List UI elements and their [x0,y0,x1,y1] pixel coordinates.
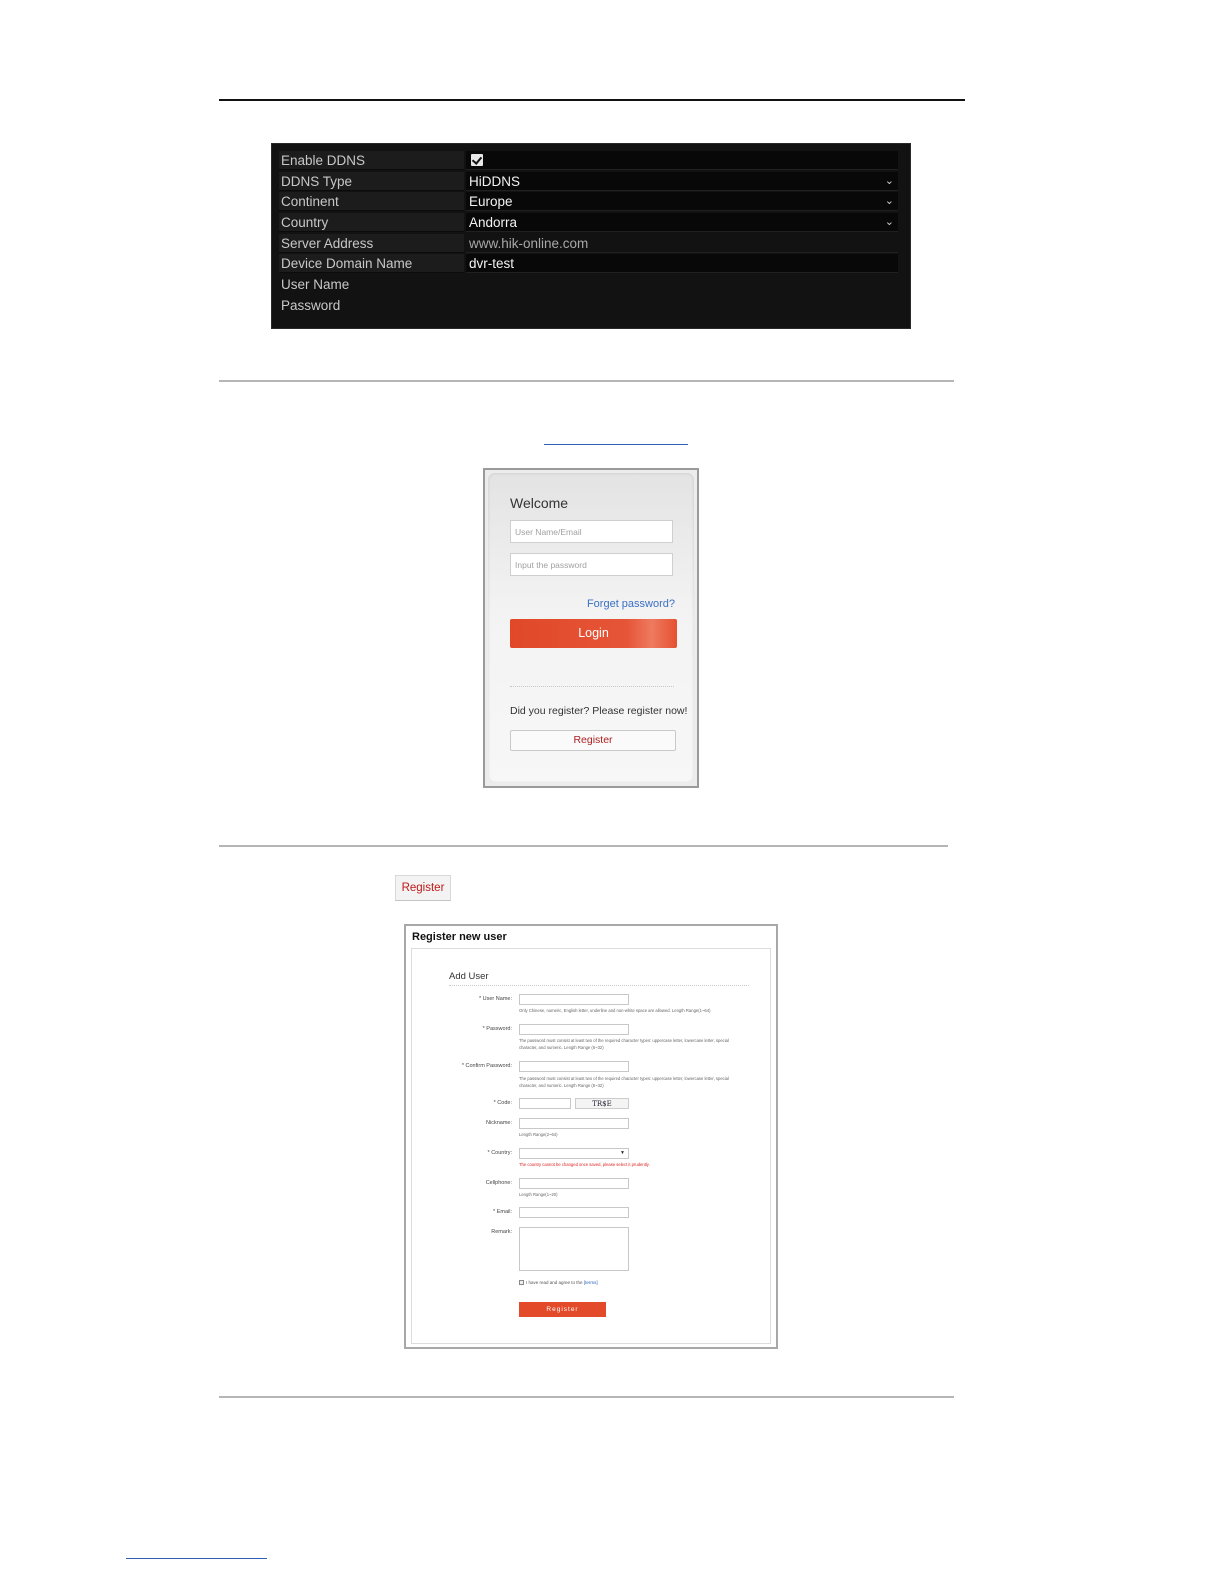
register-button[interactable]: Register [510,730,676,751]
field-hint: The password must consist at least two of the required character types: uppercase letter, lowercase letter, special character, and numeric. Length Range (6~32) [519,1076,729,1088]
password-input[interactable]: Input the password [510,553,673,576]
register-form-screenshot [404,924,778,1349]
register-button-inline[interactable]: Register [395,875,451,901]
ddns-row-server [279,233,898,254]
field-hint: The country cannot be changed once saved, please select it prudently. [519,1162,650,1167]
cellphone-input[interactable] [519,1178,629,1189]
ddns-row-domain [279,253,898,274]
ddns-row-country [279,212,898,233]
ddns-label: Country [279,213,464,232]
ddns-label: Continent [279,192,464,211]
agree-text: I have read and agree to the [526,1280,583,1285]
username-input[interactable]: User Name/Email [510,520,673,543]
section-divider [219,845,948,847]
continent-select[interactable] [466,192,898,211]
field-label: * Email: [493,1209,512,1215]
ddns-type-select[interactable] [466,172,898,191]
register-submit-button[interactable]: Register [519,1302,606,1317]
ddns-label: Device Domain Name [279,254,464,273]
ddns-label: Password [281,297,341,313]
ddns-label: Enable DDNS [279,151,464,170]
password-input[interactable] [466,296,898,315]
section-divider [219,380,954,382]
caret-down-icon: ▼ [620,1150,625,1156]
top-rule [219,99,965,101]
register-form-title: Register new user [412,931,507,943]
terms-link[interactable]: [terms] [583,1280,598,1285]
confirm-password-input[interactable] [519,1061,629,1072]
field-label: * Country: [487,1150,512,1156]
ddns-row-type [279,171,898,192]
device-domain-name-input[interactable]: dvr-test [466,254,898,273]
welcome-heading: Welcome [510,495,569,511]
ddns-label: User Name [281,276,350,292]
enable-ddns-value [466,151,898,170]
dotted-divider [510,686,674,687]
remark-textarea[interactable] [519,1227,629,1271]
code-input[interactable] [519,1098,571,1109]
login-panel [488,473,694,783]
field-label: Cellphone: [485,1180,512,1186]
field-label: Nickname: [486,1120,512,1126]
chevron-down-icon: ⌄ [884,174,894,187]
chevron-down-icon: ⌄ [884,215,894,228]
field-label: Remark: [491,1229,512,1235]
dotted-divider [449,985,749,986]
link-underline[interactable] [544,444,688,445]
forget-password-link[interactable]: Forget password? [586,598,675,610]
field-hint: Length Range(2~64) [519,1132,558,1137]
continent-value: Europe [469,194,513,210]
ddns-row-enable [279,150,898,171]
agree-checkbox[interactable] [519,1280,524,1285]
register-form-body [411,948,771,1344]
email-input[interactable] [519,1207,629,1218]
field-label: * User Name: [478,996,512,1002]
ddns-type-value: HiDDNS [469,173,521,189]
field-hint: The password must consist at least two of the required character types: uppercase letter, lowercase letter, special character, and numeric. Length Range (6~32) [519,1038,729,1050]
country-value: Andorra [469,214,518,230]
ddns-row-username [279,274,898,295]
agree-terms [519,1280,598,1285]
login-screenshot [483,468,699,788]
field-label: * Confirm Password: [461,1063,512,1069]
country-select[interactable] [519,1148,629,1159]
field-label: * Password: [482,1026,512,1032]
server-address-value: www.hik-online.com [466,234,898,253]
country-select[interactable] [466,213,898,232]
user-name-input[interactable] [519,994,629,1005]
field-label: * Code: [493,1100,512,1106]
password-input[interactable] [519,1024,629,1035]
user-name-input[interactable] [466,275,898,294]
login-button[interactable]: Login [510,619,677,648]
ddns-settings-panel [271,143,911,329]
ddns-label: Server Address [279,234,464,253]
ddns-label: DDNS Type [279,172,464,191]
field-hint: Length Range(1~20) [519,1192,558,1197]
register-prompt: Did you register? Please register now! [510,705,688,717]
enable-ddns-checkbox[interactable] [471,154,483,166]
footer-link-underline[interactable] [126,1558,267,1559]
captcha-image[interactable]: TR$E [575,1098,629,1109]
field-hint: Only Chinese, numeric, English letter, underline and non-white space are allowed. Length Range(1~64) [519,1008,711,1013]
ddns-row-continent [279,191,898,212]
section-divider [219,1396,954,1398]
ddns-row-password [279,295,898,316]
nickname-input[interactable] [519,1118,629,1129]
add-user-heading: Add User [449,971,489,982]
chevron-down-icon: ⌄ [884,195,894,208]
